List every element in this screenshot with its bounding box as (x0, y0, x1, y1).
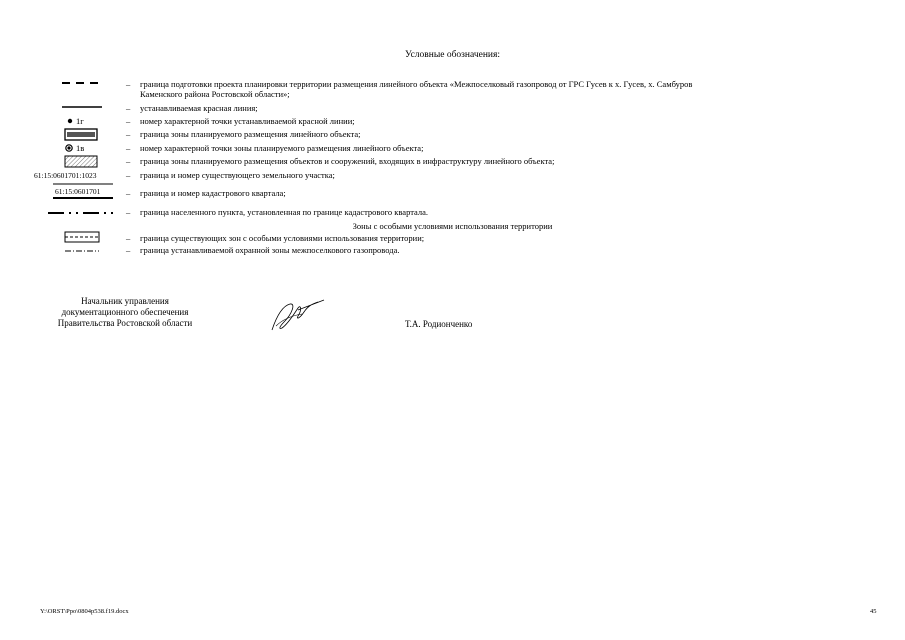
legend-text: граница и номер существующего земельного участка; (140, 170, 335, 180)
legend-dash: – (126, 143, 131, 153)
quarter-number-label: 61:15:0601701 (55, 187, 101, 196)
zone-rect-icon (40, 233, 120, 245)
legend-dash: – (126, 129, 131, 139)
point-1g-icon (40, 116, 120, 128)
legend-text: граница зоны планируемого размещения объектов и сооружений, входящих в инфраструктуру линейного объекта; (140, 156, 555, 166)
legend-dash: – (126, 79, 131, 89)
legend-text: граница населенного пункта, установленная по границе кадастрового квартала. (140, 207, 429, 217)
legend-text: граница зоны планируемого размещения линейного объекта; (140, 129, 361, 139)
page-number: 45 (870, 608, 877, 615)
legend-dash: – (126, 245, 131, 255)
signatory-position (40, 296, 210, 329)
legend-dash: – (126, 170, 131, 180)
legend-dash: – (126, 207, 131, 217)
protect-zone-icon (40, 245, 120, 257)
parcel-number-icon (34, 170, 124, 182)
legend-dash: – (126, 103, 131, 113)
point-label: 1в (76, 143, 85, 153)
legend-title: Условные обозначения: (404, 50, 500, 60)
signatory-name: Т.А. Родионченко (405, 319, 473, 329)
solid-line-icon (40, 103, 120, 115)
parcel-number-label: 61:15:0601701:1023 (34, 171, 97, 180)
legend-text: устанавливаемая красная линия; (140, 103, 258, 113)
point-1v-icon (40, 143, 120, 155)
legend-dash: – (126, 233, 131, 243)
position-line: Правительства Ростовской области (57, 318, 193, 328)
legend-text: номер характерной точки устанавливаемой красной линии; (140, 116, 355, 126)
legend-dash: – (126, 156, 131, 166)
dash-dot-line-icon (40, 207, 120, 219)
legend-text: граница и номер кадастрового квартала; (140, 188, 286, 198)
legend-text: граница подготовки проекта планировки территории размещения линейного объекта «Межпоселковый газопровод от ГРС Гусев к х. Гусев, х. Самбуров (140, 79, 693, 89)
hatched-rect-icon (40, 129, 120, 141)
legend-dash: – (126, 188, 131, 198)
footer-file-path: Y:\ORST\Ppo\0804p538.f19.docx (40, 608, 129, 615)
legend-text-continued: Каменского района Ростовской области»; (140, 89, 290, 99)
legend-dash: – (126, 116, 131, 126)
position-line: Начальник управления (81, 296, 169, 306)
legend-text: граница существующих зон с особыми условиями использования территории; (140, 233, 425, 243)
legend-text: номер характерной точки зоны планируемого размещения линейного объекта; (140, 143, 424, 153)
point-label: 1г (76, 116, 84, 126)
dashed-line-icon (40, 79, 120, 91)
handwritten-signature (268, 296, 328, 341)
position-line: документационного обеспечения (61, 307, 189, 317)
legend-text: граница устанавливаемой охранной зоны межпоселкового газопровода. (140, 245, 400, 255)
zones-heading: Зоны с особыми условиями использования территории (352, 221, 553, 231)
quarter-number-icon (40, 188, 120, 204)
diag-hatch-rect-icon (40, 156, 120, 168)
